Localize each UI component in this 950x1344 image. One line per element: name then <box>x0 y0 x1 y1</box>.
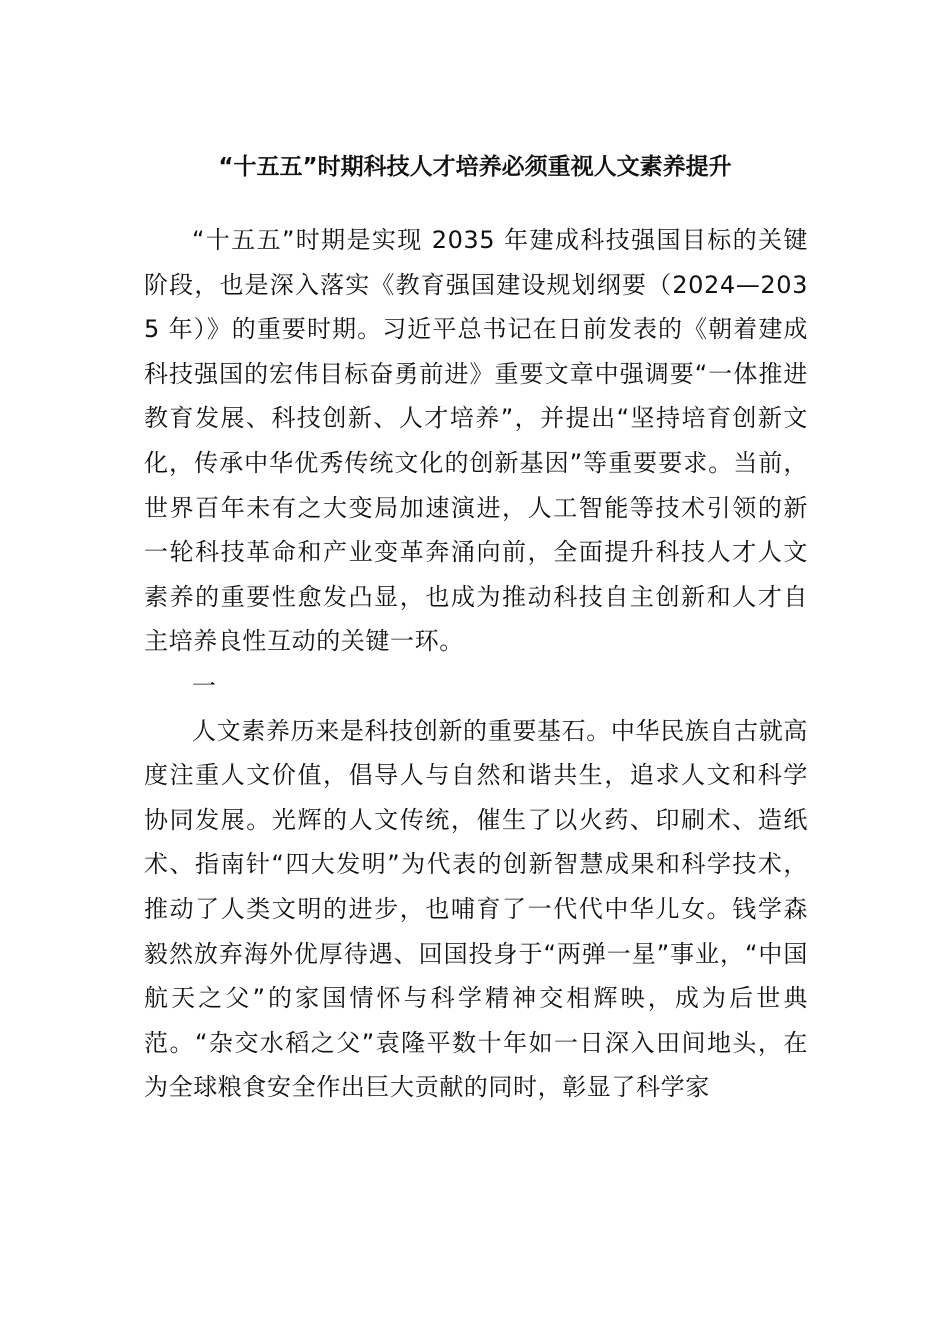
document-body <box>144 218 808 1110</box>
paragraph-section-one: 人文素养历来是科技创新的重要基石。中华民族自古就高度注重人文价值，倡导人与自然和谐共生，追求人文和科学协同发展。光辉的人文传统，催生了以火药、印刷术、造纸术、指南针“四大发明”为代表的创新智慧成果和科学技术，推动了人类文明的进步，也哺育了一代代中华儿女。钱学森毅然放弃海外优厚待遇、回国投身于“两弹一星”事业，“中国航天之父”的家国情怀与科学精神交相辉映，成为后世典范。“杂交水稻之父”袁隆平数十年如一日深入田间地头，在为全球粮食安全作出巨大贡献的同时，彰显了科学家 <box>144 716 808 1102</box>
paragraph-intro: “十五五”时期是实现 2035 年建成科技强国目标的关键阶段，也是深入落实《教育强国建设规划纲要（2024—2035 年）》的重要时期。习近平总书记在日前发表的《朝着建成科技强国的宏伟目标奋勇前进》重要文章中强调要“一体推进教育发展、科技创新、人才培养”，并提出“坚持培育创新文化，传承中华优秀传统文化的创新基因”等重要要求。当前，世界百年未有之大变局加速演进，人工智能等技术引领的新一轮科技革命和产业变革奔涌向前，全面提升科技人才人文素养的重要性愈发凸显，也成为推动科技自主创新和人才自主培养良性互动的关键一环。 <box>144 226 808 656</box>
section-marker-one: 一 <box>192 671 216 700</box>
document-title: “十五五”时期科技人才培养必须重视人文素养提升 <box>218 154 732 180</box>
